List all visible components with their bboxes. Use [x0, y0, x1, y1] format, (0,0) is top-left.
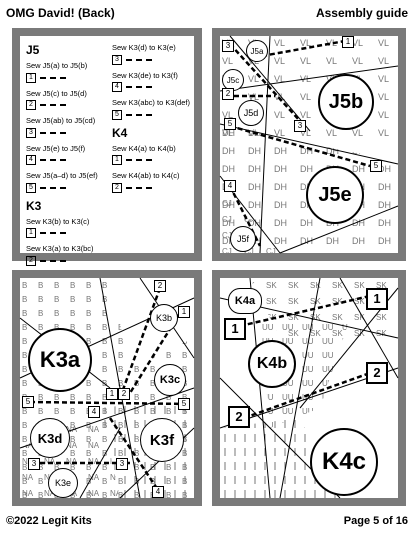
piece-j5d: J5d	[238, 100, 264, 126]
piece-j5f: J5f	[230, 226, 256, 252]
piece-k3c: K3c	[154, 364, 186, 396]
step-marker: 2	[228, 406, 250, 428]
seam-line-icon	[126, 114, 152, 116]
step-marker: 2	[118, 388, 130, 400]
step-row	[112, 55, 190, 65]
page-subtitle: Assembly guide	[315, 6, 408, 20]
seam-line-icon	[40, 260, 66, 262]
seam-line-icon	[40, 232, 66, 234]
step-number: 2	[112, 183, 122, 193]
step-marker: 4	[152, 486, 164, 498]
piece-j5a: J5a	[246, 40, 268, 62]
k4-diagram	[220, 278, 398, 498]
step-row	[26, 183, 98, 193]
piece-k3f: K3f	[140, 418, 184, 462]
piece-k4c: K4c	[310, 428, 378, 496]
seam-line-icon	[40, 77, 66, 79]
step-number: 1	[112, 155, 122, 165]
step-number: 3	[26, 128, 36, 138]
step-text: Sew K3(de) to K3(f)	[112, 70, 178, 80]
step-row	[26, 256, 98, 266]
piece-k3a: K3a	[28, 328, 92, 392]
step-number: 5	[26, 183, 36, 193]
step-marker: 4	[88, 406, 100, 418]
j5-pattern	[220, 36, 398, 253]
step-number: 2	[26, 100, 36, 110]
step-marker: 3	[28, 458, 40, 470]
legend-column-1	[26, 44, 98, 273]
step-number: 1	[26, 228, 36, 238]
piece-k4a: K4a	[228, 288, 262, 314]
piece-k3b: K3b	[150, 304, 178, 332]
seam-line-icon	[40, 132, 66, 134]
seam-line-icon	[40, 159, 66, 161]
seam-line-icon	[40, 187, 66, 189]
step-marker: 3	[294, 120, 306, 132]
page-title: OMG David! (Back)	[6, 6, 115, 20]
step-number: 4	[26, 155, 36, 165]
seam-line-icon	[126, 59, 152, 61]
step-row	[26, 155, 98, 165]
step-text: Sew J5(a) to J5(b)	[26, 61, 88, 70]
legend-content	[20, 36, 194, 264]
legend-panel	[12, 28, 202, 264]
step-row	[112, 155, 190, 165]
legend-heading-k3: K3	[26, 198, 42, 213]
step-number: 3	[112, 55, 122, 65]
step-row	[112, 82, 190, 92]
piece-j5c: J5c	[222, 69, 244, 91]
step-number: 4	[112, 82, 122, 92]
step-text: Sew J5(e) to J5(f)	[26, 143, 86, 153]
step-marker: 2	[222, 88, 234, 100]
step-row	[112, 183, 190, 193]
step-text: Sew K3(a) to K3(bc)	[26, 244, 94, 253]
page-number: Page 5 of 16	[343, 515, 408, 527]
step-marker: 2	[154, 280, 166, 292]
step-text: Sew J5(ab) to J5(cd)	[26, 116, 96, 125]
seam-line-icon	[126, 159, 152, 161]
step-text: Sew K3(d) to K3(e)	[112, 43, 176, 52]
seam-line-icon	[126, 86, 152, 88]
step-marker: 3	[116, 458, 128, 470]
piece-k4b: K4b	[248, 340, 296, 388]
step-text: Sew J5(a–d) to J5(ef)	[26, 171, 98, 180]
seam-line-icon	[40, 104, 66, 106]
step-row	[26, 128, 98, 138]
piece-k3e: K3e	[48, 468, 78, 498]
legend-heading-k4: K4	[112, 125, 128, 140]
step-text: Sew K4(a) to K4(b)	[112, 143, 176, 153]
legend-column-2	[112, 44, 190, 200]
step-text: Sew J5(c) to J5(d)	[26, 88, 87, 98]
step-marker: 1	[106, 388, 118, 400]
step-marker: 3	[222, 40, 234, 52]
copyright: ©2022 Legit Kits	[6, 515, 92, 527]
j5-panel	[212, 28, 406, 261]
seam-line-icon	[126, 187, 152, 189]
step-row	[26, 228, 98, 238]
step-marker: 1	[224, 318, 246, 340]
step-marker: 5	[224, 118, 236, 130]
legend-heading-j5: J5	[26, 43, 40, 57]
step-text: Sew K3(b) to K3(c)	[26, 216, 90, 226]
step-marker: 4	[224, 180, 236, 192]
piece-j5e: J5e	[306, 166, 364, 224]
j5-diagram	[220, 36, 398, 253]
step-text: Sew K3(abc) to K3(def)	[112, 98, 190, 107]
step-marker: 5	[370, 160, 382, 172]
step-marker: 1	[342, 36, 354, 48]
k3-diagram	[20, 278, 194, 498]
step-marker: 1	[178, 306, 190, 318]
step-number: 1	[26, 73, 36, 83]
k3-panel	[12, 270, 202, 506]
step-number: 2	[26, 256, 36, 266]
step-marker: 5	[178, 398, 190, 410]
step-marker: 5	[22, 396, 34, 408]
step-marker: 1	[366, 288, 388, 310]
step-row	[26, 73, 98, 83]
step-text: Sew K4(ab) to K4(c)	[112, 171, 180, 180]
piece-k3d: K3d	[30, 418, 70, 458]
k4-panel	[212, 270, 406, 506]
step-row	[112, 110, 190, 120]
step-number: 5	[112, 110, 122, 120]
step-row	[26, 100, 98, 110]
piece-j5b: J5b	[318, 74, 374, 130]
step-marker: 2	[366, 362, 388, 384]
